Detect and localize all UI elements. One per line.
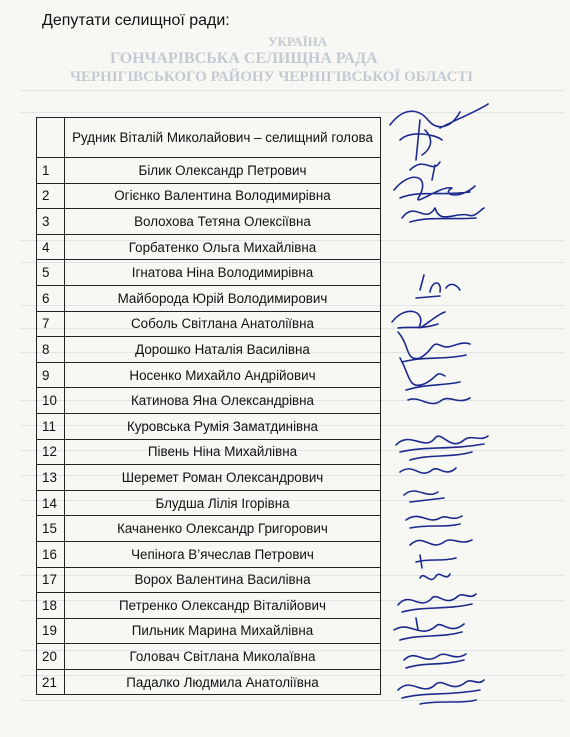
- deputy-name: Майборода Юрій Володимирович: [65, 285, 381, 311]
- row-number: 1: [37, 158, 65, 184]
- table-row: [37, 490, 381, 516]
- table-row: [37, 669, 381, 695]
- row-number: 19: [37, 618, 65, 644]
- row-number: 14: [37, 490, 65, 516]
- row-number: 13: [37, 465, 65, 491]
- deputy-name: Пильник Марина Михайлівна: [65, 618, 381, 644]
- row-number: 7: [37, 311, 65, 337]
- table-row: [37, 337, 381, 363]
- table-row: [37, 516, 381, 542]
- row-number: 9: [37, 362, 65, 388]
- table-row-head: [37, 118, 381, 158]
- bleed-rule: [20, 112, 565, 113]
- deputy-name: Чепінога В’ячеслав Петрович: [65, 541, 381, 567]
- bleed-line-council: ГОНЧАРІВСЬКА СЕЛИЩНА РАДА: [110, 50, 378, 67]
- signature-9: [400, 358, 460, 390]
- signature-15: [406, 516, 462, 528]
- deputy-name: Дорошко Наталія Василівна: [65, 337, 381, 363]
- table-row: [37, 388, 381, 414]
- deputy-name: Огієнко Валентина Володимирівна: [65, 183, 381, 209]
- table-row: [37, 618, 381, 644]
- row-number: 17: [37, 567, 65, 593]
- row-number: 20: [37, 644, 65, 670]
- table-row: [37, 362, 381, 388]
- deputy-name: Катинова Яна Олександрівна: [65, 388, 381, 414]
- deputy-name: Ігнатова Ніна Володимирівна: [65, 260, 381, 286]
- signature-14: [404, 491, 444, 502]
- bleed-line-country: УКРАЇНА: [268, 34, 328, 49]
- deputies-table: [36, 117, 381, 695]
- table-row: [37, 413, 381, 439]
- table-row: [37, 209, 381, 235]
- row-number: 11: [37, 413, 65, 439]
- table-row: [37, 158, 381, 184]
- deputy-name: Качаненко Олександр Григорович: [65, 516, 381, 542]
- row-number: 4: [37, 234, 65, 260]
- row-number: 10: [37, 388, 65, 414]
- deputy-name: Волохова Тетяна Олексіївна: [65, 209, 381, 235]
- signature-7: [392, 311, 445, 328]
- table-row: [37, 567, 381, 593]
- signature-8: [398, 332, 470, 362]
- table-row: [37, 593, 381, 619]
- signature-10: [408, 398, 470, 404]
- deputy-name: Соболь Світлана Анатоліївна: [65, 311, 381, 337]
- signature-12: [396, 436, 488, 460]
- table-row: [37, 541, 381, 567]
- deputy-name: Куровська Румія Заматдинівна: [65, 413, 381, 439]
- signature-20: [404, 654, 466, 668]
- table-row: [37, 465, 381, 491]
- page-title: Депутати селищної ради:: [42, 12, 230, 29]
- row-number: 6: [37, 285, 65, 311]
- signature-16: [410, 540, 472, 568]
- row-number: 21: [37, 669, 65, 695]
- deputy-name: Падалко Людмила Анатоліївна: [65, 669, 381, 695]
- table-row: [37, 234, 381, 260]
- signature-19: [394, 624, 464, 640]
- signature-3: [402, 208, 484, 222]
- signature-2: [394, 177, 475, 200]
- row-number: 15: [37, 516, 65, 542]
- row-number: [37, 118, 65, 158]
- row-number: 2: [37, 183, 65, 209]
- signature-18: [398, 594, 476, 630]
- signatures: [380, 100, 500, 730]
- bleed-line-district: ЧЕРНІГІВСЬКОГО РАЙОНУ ЧЕРНІГІВСЬКОЇ ОБЛАСТІ: [70, 69, 474, 85]
- signature-13: [400, 468, 456, 473]
- table-row: [37, 439, 381, 465]
- deputy-name: Петренко Олександр Віталійович: [65, 593, 381, 619]
- row-number: 3: [37, 209, 65, 235]
- head-name: Рудник Віталій Миколайович – селищний голова: [65, 118, 381, 158]
- row-number: 5: [37, 260, 65, 286]
- deputy-name: Ворох Валентина Василівна: [65, 567, 381, 593]
- row-number: 16: [37, 541, 65, 567]
- signature-head: [390, 104, 488, 160]
- signature-17: [420, 574, 450, 579]
- deputy-name: Півень Ніна Михайлівна: [65, 439, 381, 465]
- deputy-name: Горбатенко Ольга Михайлівна: [65, 234, 381, 260]
- signature-6: [416, 275, 460, 298]
- deputy-name: Білик Олександр Петрович: [65, 158, 381, 184]
- table-row: [37, 285, 381, 311]
- table-row: [37, 260, 381, 286]
- row-number: 18: [37, 593, 65, 619]
- deputy-name: Шеремет Роман Олександрович: [65, 465, 381, 491]
- deputy-name: Блудша Лілія Ігорівна: [65, 490, 381, 516]
- signature-21: [398, 680, 484, 704]
- bleed-rule: [20, 90, 565, 91]
- deputy-name: Головач Світлана Миколаївна: [65, 644, 381, 670]
- row-number: 8: [37, 337, 65, 363]
- table-row: [37, 644, 381, 670]
- bleed-rule: [20, 700, 565, 701]
- table-row: [37, 311, 381, 337]
- table-row: [37, 183, 381, 209]
- deputy-name: Носенко Михайло Андрійович: [65, 362, 381, 388]
- row-number: 12: [37, 439, 65, 465]
- signature-1: [410, 162, 440, 180]
